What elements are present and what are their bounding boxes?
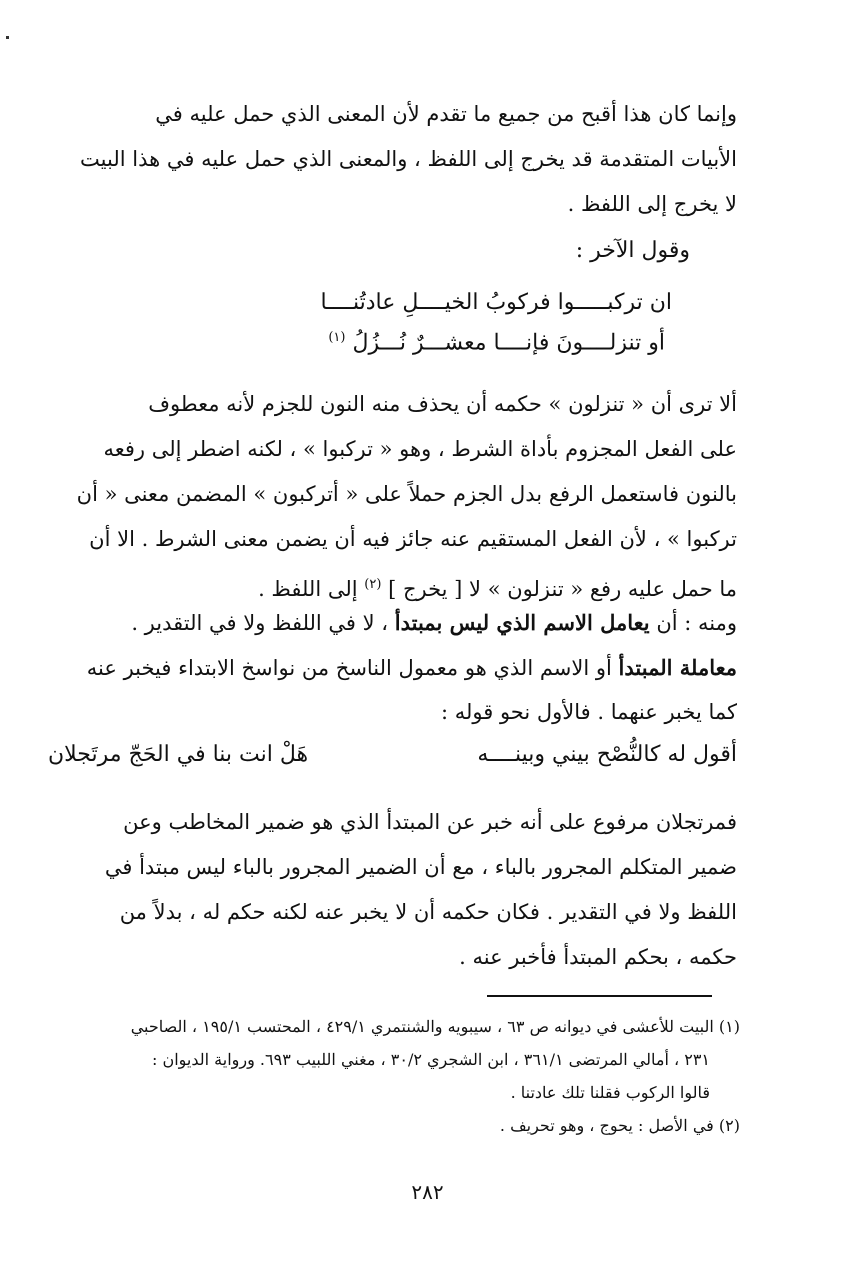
paragraph-1-line-2: الأبيات المتقدمة قد يخرج إلى اللفظ ، والمعنى الذي حمل عليه في هذا البيت (80, 147, 737, 171)
footnote-mark-2: (٢) (364, 577, 382, 592)
paragraph-1-line-1: وإنما كان هذا أقبح من جميع ما تقدم لأن المعنى الذي حمل عليه في (155, 102, 737, 126)
page-number: ٢٨٢ (411, 1180, 444, 1204)
footnote-mark-1: (١) (328, 330, 346, 345)
paragraph-3-line-2-end: أو الاسم الذي هو معمول الناسخ من نواسخ الابتداء فيخبر عنه (86, 656, 612, 680)
paragraph-2-line-5-end: إلى اللفظ . (258, 577, 358, 601)
paragraph-3-line-1 (62, 600, 737, 645)
footnote-2: (٢) في الأصل : يحوج ، وهو تحريف . (499, 1116, 740, 1135)
paragraph-3-line-1-bold: يعامل الاسم الذي ليس بمبتدأ (394, 610, 650, 635)
paragraph-2-line-1: ألا ترى أن « تنزلون » حكمه أن يحذف منه النون للجزم لأنه معطوف (148, 392, 737, 416)
paragraph-4 (62, 800, 737, 980)
paragraph-4-line-1: فمرتجلان مرفوع على أنه خبر عن المبتدأ الذي هو ضمير المخاطب وعن (123, 810, 737, 834)
paragraph-4-line-3: اللفظ ولا في التقدير . فكان حكمه أن لا يخبر عنه لكنه حكم له ، بدلاً من (119, 900, 737, 924)
verse-1-line-1: ان تركبـــــوا فركوبُ الخيــــلِ عادتُنــــا (320, 290, 672, 315)
paragraph-3 (62, 600, 737, 735)
verse-1-intro: وقول الآخر : (575, 238, 690, 263)
paragraph-3-line-2-bold: معاملة المبتدأ (618, 655, 737, 680)
paragraph-1-line-3: لا يخرج إلى اللفظ . (567, 192, 737, 216)
paragraph-1 (62, 92, 737, 227)
paragraph-3-line-2 (62, 645, 737, 690)
paragraph-2-line-5-start: ما حمل عليه رفع « تنزلون » لا [ يخرج ] (388, 577, 737, 601)
paragraph-2-line-2: على الفعل المجزوم بأداة الشرط ، وهو « تركبوا » ، لكنه اضطر إلى رفعه (103, 437, 737, 461)
paragraph-3-line-1-end: ، لا في اللفظ ولا في التقدير . (131, 611, 389, 635)
footnote-1-line-2: ٢٣١ ، أمالي المرتضى ٣٦١/١ ، ابن الشجري ٣٠/٢ ، مغني اللبيب ٦٩٣. ورواية الديوان : (151, 1050, 710, 1069)
paragraph-3-line-3: كما يخبر عنهما . فالأول نحو قوله : (440, 700, 737, 724)
paragraph-4-line-2: ضمير المتكلم المجرور بالباء ، مع أن الضمير المجرور بالباء ليس مبتدأ في (104, 855, 737, 879)
paragraph-2-line-4: تركبوا » ، لأن الفعل المستقيم عنه جائز فيه أن يضمن معنى الشرط . الا أن (89, 527, 737, 551)
verse-1-line-2 (328, 330, 665, 355)
footnote-1-line-1: (١) البيت للأعشى في ديوانه ص ٦٣ ، سيبويه والشنتمري ٤٢٩/١ ، المحتسب ١٩٥/١ ، الصاحبي (130, 1017, 740, 1036)
paragraph-3-line-1-start: ومنه : أن (656, 611, 737, 635)
verse-2-second-hemistich: هَلْ انت بنا في الحَجّ مرتَجلان (48, 742, 309, 767)
scan-speck (6, 36, 9, 39)
paragraph-2 (62, 382, 737, 607)
verse-1-line-2-text: أو تنزلــــونَ فإنــــا معشـــرٌ نُـــزُلُ (352, 330, 665, 356)
footnote-1-line-3: قالوا الركوب فقلنا تلك عادتنا . (510, 1083, 710, 1102)
paragraph-2-line-3: بالنون فاستعمل الرفع بدل الجزم حملاً على « أتركبون » المضمن معنى « أن (76, 482, 737, 506)
footnote-separator (487, 995, 712, 997)
verse-2-first-hemistich: أقول له كالنُّصْح بيني وبينــــه (477, 742, 737, 767)
footnotes (40, 1010, 740, 1142)
paragraph-4-line-4: حكمه ، بحكم المبتدأ فأخبر عنه . (459, 945, 737, 969)
